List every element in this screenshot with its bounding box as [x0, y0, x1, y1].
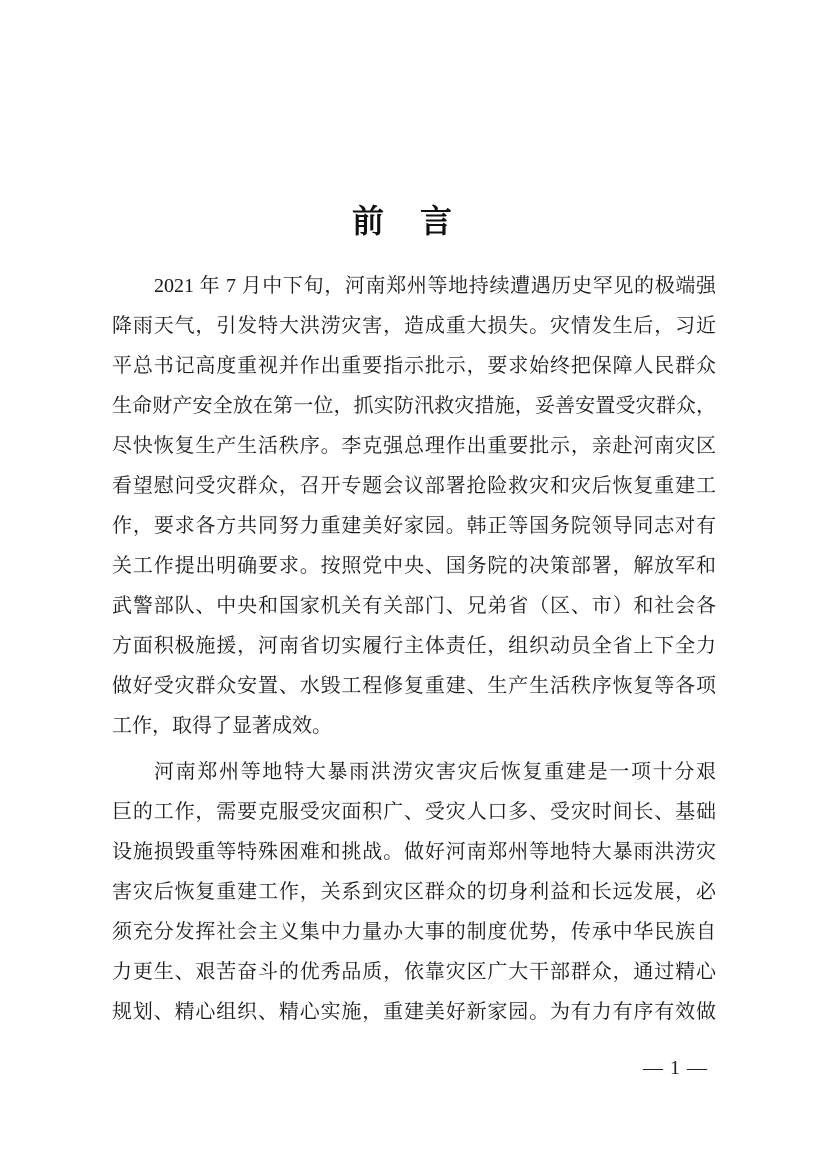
paragraph-line: 须充分发挥社会主义集中力量办大事的制度优势，传承中华民族自	[112, 921, 716, 943]
paragraph-line: 2021 年 7 月中下旬，河南郑州等地持续遭遇历史罕见的极端强	[154, 275, 716, 297]
document-body	[112, 266, 716, 1032]
paragraph-line: 降雨天气，引发特大洪涝灾害，造成重大损失。灾情发生后，习近	[112, 315, 716, 337]
paragraph-line: 生命财产安全放在第一位，抓实防汛救灾措施，妥善安置受灾群众，	[112, 395, 716, 417]
paragraph-line: 关工作提出明确要求。按照党中央、国务院的决策部署，解放军和	[112, 555, 716, 577]
paragraph	[112, 266, 716, 746]
paragraph-line: 尽快恢复生产生活秩序。李克强总理作出重要批示，亲赴河南灾区	[112, 435, 716, 457]
paragraph-line: 害灾后恢复重建工作，关系到灾区群众的切身利益和长远发展，必	[112, 881, 716, 903]
paragraph-line: 方面积极施援，河南省切实履行主体责任，组织动员全省上下全力	[112, 635, 716, 657]
paragraph-line: 武警部队、中央和国家机关有关部门、兄弟省（区、市）和社会各	[112, 595, 716, 617]
page-number: — 1 —	[643, 1057, 708, 1079]
paragraph	[112, 752, 716, 1032]
paragraph-line: 做好受灾群众安置、水毁工程修复重建、生产生活秩序恢复等各项	[112, 675, 716, 697]
paragraph-line: 工作，取得了显著成效。	[112, 715, 332, 737]
paragraph-line: 平总书记高度重视并作出重要指示批示，要求始终把保障人民群众	[112, 355, 716, 377]
paragraph-line: 设施损毁重等特殊困难和挑战。做好河南郑州等地特大暴雨洪涝灾	[112, 841, 716, 863]
paragraph-line: 规划、精心组织、精心实施，重建美好新家园。为有力有序有效做	[112, 1001, 716, 1023]
paragraph-line: 巨的工作，需要克服受灾面积广、受灾人口多、受灾时间长、基础	[112, 801, 716, 823]
paragraph-line: 看望慰问受灾群众，召开专题会议部署抢险救灾和灾后恢复重建工	[112, 475, 716, 497]
paragraph-line: 河南郑州等地特大暴雨洪涝灾害灾后恢复重建是一项十分艰	[154, 761, 716, 783]
paragraph-line: 力更生、艰苦奋斗的优秀品质，依靠灾区广大干部群众，通过精心	[112, 961, 716, 983]
page-title: 前 言	[351, 203, 454, 239]
paragraph-line: 作，要求各方共同努力重建美好家园。韩正等国务院领导同志对有	[112, 515, 716, 537]
